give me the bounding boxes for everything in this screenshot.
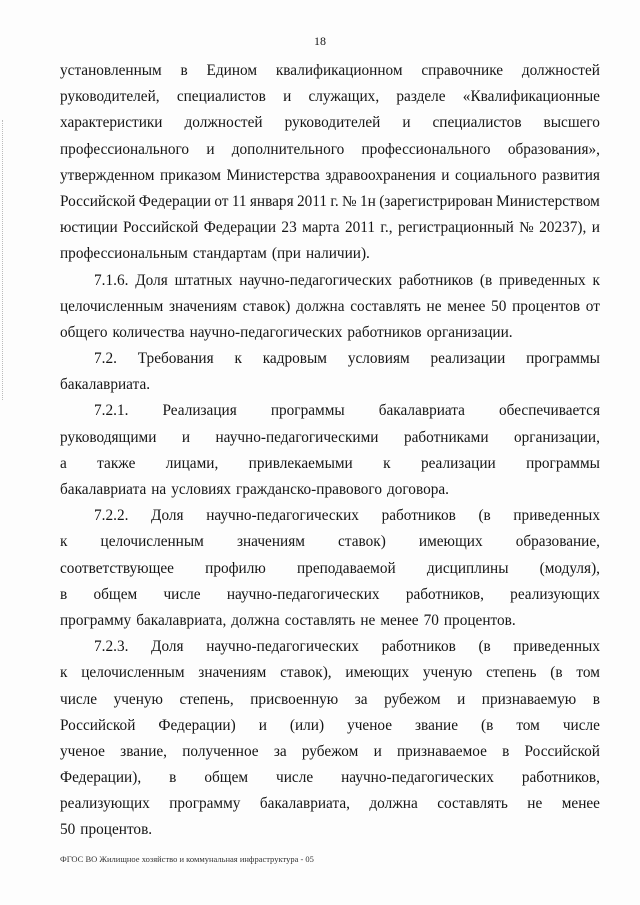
word: работников	[381, 638, 456, 656]
word: составлять	[284, 611, 356, 629]
word: процентов.	[80, 821, 153, 839]
text-line	[60, 58, 600, 84]
word: не	[527, 795, 543, 813]
word: профессиональным	[60, 245, 188, 263]
page-number: 18	[314, 34, 326, 48]
word: штатных	[174, 271, 233, 289]
text-line	[60, 268, 600, 294]
word: регистрационный	[397, 219, 514, 237]
word: 7.2.2.	[94, 507, 129, 525]
word: руководящими	[60, 428, 157, 446]
text-line	[60, 451, 600, 477]
word: программы	[526, 350, 600, 368]
word: Российской	[123, 219, 199, 237]
word: имеющих	[345, 664, 410, 682]
word: составлять	[437, 795, 508, 813]
word: числе	[562, 716, 600, 734]
word: Федерации),	[60, 769, 142, 787]
word: января	[249, 192, 294, 210]
text-line	[60, 372, 600, 398]
text-line	[60, 137, 600, 163]
text-line	[60, 215, 600, 241]
word: (в	[550, 664, 563, 682]
word: разделе	[396, 88, 446, 106]
word: профессионального	[60, 140, 190, 158]
word: 7.2.	[94, 350, 117, 368]
word: дисциплины	[426, 559, 509, 577]
text-line	[60, 713, 600, 739]
word: должна	[369, 795, 418, 813]
word: развития	[542, 166, 600, 184]
word: общем	[204, 769, 249, 787]
text-line	[60, 163, 600, 189]
word: на	[151, 481, 167, 498]
word: работников	[381, 507, 456, 525]
word: числе	[60, 690, 98, 708]
word: привлекаемыми	[248, 454, 353, 472]
word: и	[373, 742, 382, 760]
word: 2011	[344, 219, 375, 237]
word: г.	[330, 192, 339, 210]
word: условиях	[171, 481, 232, 498]
scan-edge-marks	[2, 120, 6, 400]
word: квалификационном	[275, 62, 403, 79]
text-line	[60, 791, 600, 817]
word: 7.1.6.	[94, 271, 129, 289]
word: том	[516, 716, 540, 734]
text-line	[60, 739, 600, 765]
word: Министерством	[496, 192, 600, 210]
word: в	[169, 769, 177, 787]
word: степень,	[179, 690, 234, 708]
word: приведенных	[499, 271, 586, 289]
word: процентов	[512, 297, 581, 315]
word: марта	[302, 219, 340, 237]
text-line	[60, 241, 600, 267]
word: научно-педагогических	[226, 585, 380, 603]
word: научно-педагогических	[341, 769, 494, 787]
word: целочисленным	[81, 664, 185, 682]
word: научно-педагогических	[206, 638, 359, 656]
word: Российской	[524, 742, 600, 760]
word: имеющих	[418, 533, 483, 551]
text-line	[60, 477, 600, 503]
word: общем	[93, 585, 138, 603]
word: №	[519, 219, 534, 237]
word: реализации	[430, 350, 506, 368]
word: в	[592, 690, 600, 708]
word: Доля	[151, 507, 184, 525]
word: процентов.	[443, 611, 516, 629]
word: 7.2.1.	[94, 402, 129, 420]
word: (модуля),	[539, 559, 600, 577]
word: присвоенную	[250, 690, 339, 708]
word: и	[283, 88, 292, 106]
word: Едином	[206, 62, 258, 79]
word: программу	[169, 795, 241, 813]
word: 11	[231, 192, 247, 210]
text-line	[60, 425, 600, 451]
word: 23	[281, 219, 297, 237]
word: за	[354, 690, 368, 708]
word: в	[502, 742, 510, 760]
word: ставок)	[242, 297, 291, 315]
word: Российской	[60, 192, 136, 210]
word: к	[60, 533, 68, 551]
text-line	[60, 687, 600, 713]
word: ставок)	[338, 533, 386, 551]
word: не	[360, 611, 376, 629]
word: специалистов	[432, 114, 522, 132]
text-line	[60, 398, 600, 424]
text-line	[60, 320, 600, 346]
word: здравоохранения	[325, 166, 436, 184]
word: дополнительного	[231, 140, 345, 158]
word: обеспечивается	[499, 402, 600, 420]
word: Требования	[137, 350, 214, 368]
word: гражданско-правового	[236, 481, 382, 498]
word: условиям	[347, 350, 410, 368]
word: организации,	[514, 428, 600, 446]
word: программу	[60, 611, 132, 629]
text-line	[60, 503, 600, 529]
word: (в	[479, 271, 493, 289]
word: целочисленным	[100, 533, 204, 551]
word: научно-педагогических	[189, 323, 343, 341]
text-line	[60, 189, 600, 215]
word: Доля	[151, 638, 184, 656]
word: звание	[415, 716, 459, 734]
word: 50	[491, 297, 507, 315]
word: программы	[526, 454, 600, 472]
word: ученое	[60, 742, 105, 760]
word: бакалавриата,	[259, 795, 350, 813]
word: справочнике	[421, 62, 504, 79]
word: научно-педагогических	[206, 507, 359, 525]
word: преподаваемой	[296, 559, 396, 577]
word: значениям	[198, 664, 267, 682]
word: значениям	[236, 533, 305, 551]
word: руководителей,	[60, 88, 160, 106]
word: Реализация	[162, 402, 237, 420]
word: и	[402, 114, 411, 132]
word: менее	[380, 611, 419, 629]
text-line	[60, 84, 600, 110]
word: профессионального	[361, 140, 491, 158]
word: работников	[398, 271, 474, 289]
word: договора.	[386, 481, 449, 498]
word: в	[180, 62, 188, 79]
word: и	[206, 140, 215, 158]
word: №	[342, 192, 357, 210]
word: 20237),	[539, 219, 587, 237]
word: целочисленным	[60, 297, 164, 315]
text-line	[60, 110, 600, 136]
word: менее	[447, 297, 486, 315]
word: менее	[561, 795, 600, 813]
text-line	[60, 294, 600, 320]
word: от	[585, 297, 600, 315]
word: полученное	[182, 742, 259, 760]
word: к	[60, 664, 68, 682]
word: не	[426, 297, 442, 315]
text-line	[60, 556, 600, 582]
word: служащих,	[308, 88, 380, 106]
word: утвержденном	[60, 166, 155, 184]
word: и	[441, 166, 450, 184]
word: Федерации	[138, 192, 211, 210]
word: к	[383, 454, 391, 472]
word: реализации	[420, 454, 496, 472]
word: общего	[60, 323, 108, 341]
word: бакалавриата	[60, 481, 147, 498]
word: кадровым	[262, 350, 327, 368]
word: в	[60, 585, 68, 603]
word: руководителей	[284, 114, 381, 132]
word: характеристики	[60, 114, 163, 132]
word: степень	[486, 664, 537, 682]
text-line	[60, 608, 600, 634]
word: реализующих	[510, 585, 600, 603]
word: (или)	[289, 716, 325, 734]
word: Российской	[60, 716, 136, 734]
word: социального	[454, 166, 537, 184]
word: количества	[112, 323, 185, 341]
document-footer: ФГОС ВО Жилищное хозяйство и коммунальная инфраструктура - 05	[60, 854, 314, 864]
word: приказом	[159, 166, 221, 184]
word: (в	[478, 507, 491, 525]
word: ученую	[113, 690, 163, 708]
text-line	[60, 346, 600, 372]
word: профилю	[205, 559, 266, 577]
word: от	[214, 192, 229, 210]
word: рубежом	[384, 690, 441, 708]
word: научно-педагогических	[239, 271, 393, 289]
word: к	[234, 350, 242, 368]
word: (в	[481, 716, 494, 734]
word: наличии).	[305, 245, 370, 263]
word: должностей	[521, 62, 600, 79]
word: и	[591, 219, 600, 237]
word: должностей	[184, 114, 263, 132]
text-line	[60, 765, 600, 791]
text-line	[60, 529, 600, 555]
word: Министерства	[226, 166, 320, 184]
word: лицами,	[165, 454, 219, 472]
word: к	[592, 271, 600, 289]
word: образование,	[515, 533, 600, 551]
document-body	[60, 58, 600, 844]
word: рубежом	[301, 742, 359, 760]
word: и	[181, 428, 191, 446]
word: бакалавриата	[378, 402, 465, 420]
word: (в	[478, 638, 491, 656]
word: за	[273, 742, 287, 760]
word: звание,	[120, 742, 167, 760]
word: и	[457, 690, 466, 708]
word: соответствующее	[60, 559, 174, 577]
word: и	[258, 716, 267, 734]
word: а	[60, 454, 67, 472]
word: бакалавриата.	[60, 376, 151, 394]
word: работников,	[521, 769, 600, 787]
word: образования»,	[507, 140, 600, 158]
word: стандартам	[192, 245, 267, 263]
word: признаваемое	[396, 742, 487, 760]
word: 50	[60, 821, 76, 839]
text-line	[60, 582, 600, 608]
word: числе	[163, 585, 201, 603]
word: работниками	[403, 428, 489, 446]
word: работников	[347, 323, 422, 341]
word: специалистов	[176, 88, 266, 106]
word: организации.	[426, 323, 513, 341]
word: числе	[276, 769, 314, 787]
word: Доля	[135, 271, 168, 289]
word: также	[97, 454, 136, 472]
word: 7.2.3.	[94, 638, 129, 656]
word: Федерации	[203, 219, 277, 237]
word: высшего	[543, 114, 600, 132]
word: г.,	[380, 219, 393, 237]
word: программы	[270, 402, 345, 420]
word: работников,	[405, 585, 484, 603]
word: признаваемую	[481, 690, 577, 708]
word: 1н	[360, 192, 376, 210]
text-line	[60, 634, 600, 660]
word: Федерации)	[158, 716, 236, 734]
word: 70	[423, 611, 439, 629]
word: должна	[231, 611, 280, 629]
word: приведенных	[513, 507, 600, 525]
word: 2011	[296, 192, 327, 210]
word: ученую	[422, 664, 473, 682]
word: ставок),	[280, 664, 332, 682]
word: ученое	[347, 716, 393, 734]
word: составлять	[350, 297, 421, 315]
word: научно-педагогическими	[215, 428, 379, 446]
word: (зарегистрирован	[379, 192, 493, 210]
text-line	[60, 817, 600, 843]
word: (при	[271, 245, 301, 263]
word: бакалавриата,	[136, 611, 227, 629]
word: должна	[296, 297, 345, 315]
word: значениям	[168, 297, 237, 315]
word: приведенных	[513, 638, 600, 656]
word: «Квалификационные	[462, 88, 600, 106]
word: том	[576, 664, 600, 682]
word: реализующих	[60, 795, 150, 813]
text-line	[60, 660, 600, 686]
word: установленным	[60, 62, 162, 79]
word: юстиции	[60, 219, 118, 237]
